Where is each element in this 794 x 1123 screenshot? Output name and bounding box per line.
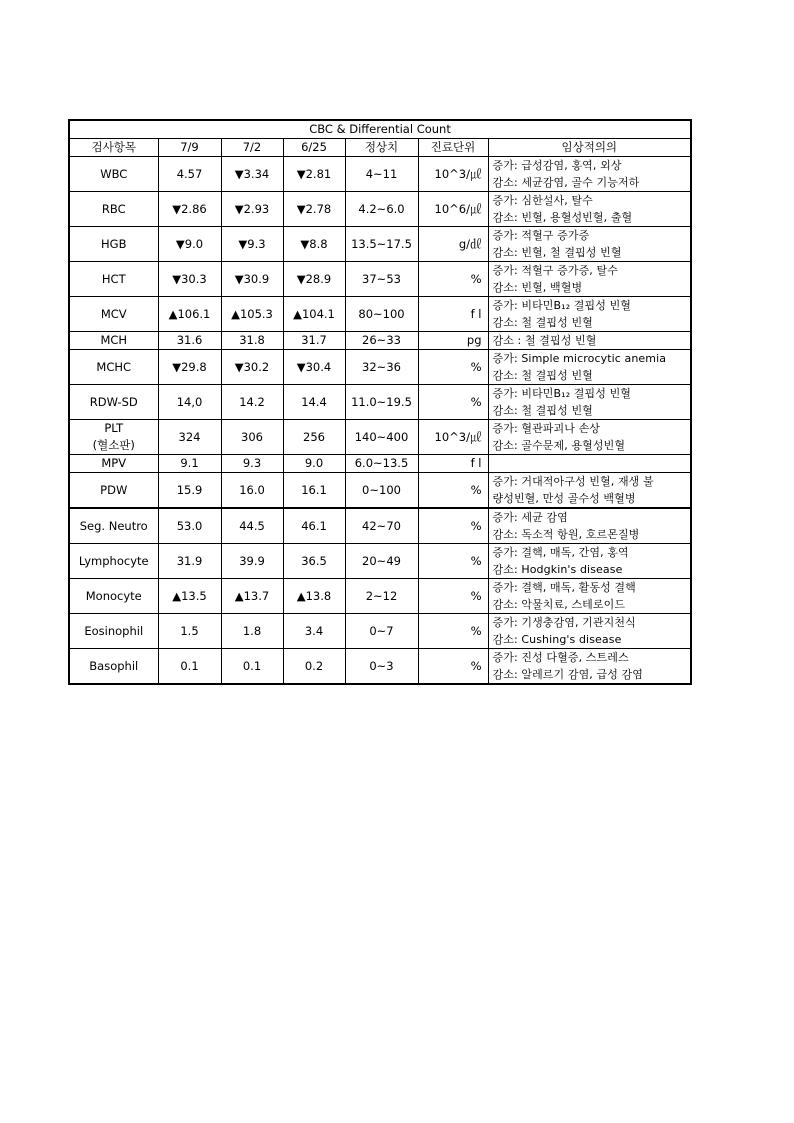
unit: g/㎗ bbox=[418, 227, 488, 262]
test-item-label: Basophil bbox=[89, 658, 139, 673]
table-row bbox=[69, 192, 691, 227]
value-7-9: 324 bbox=[158, 420, 221, 455]
test-item-label: RBC bbox=[101, 201, 126, 216]
test-item-label: Seg. Neutro bbox=[79, 518, 148, 533]
value-7-2: 39.9 bbox=[221, 544, 283, 579]
unit: 10^3/㎕ bbox=[418, 420, 488, 455]
value-7-9: 15.9 bbox=[158, 473, 221, 509]
test-item-label: PDW bbox=[100, 482, 128, 497]
value-6-25: ▼30.4 bbox=[283, 350, 345, 385]
table-row bbox=[69, 420, 691, 455]
normal-range: 0~7 bbox=[345, 614, 418, 649]
header-date-1: 7/9 bbox=[158, 139, 221, 157]
table-row bbox=[69, 649, 691, 685]
value-6-25: 46.1 bbox=[283, 508, 345, 544]
value-6-25: ▼2.78 bbox=[283, 192, 345, 227]
value-6-25: 3.4 bbox=[283, 614, 345, 649]
value-7-9: 1.5 bbox=[158, 614, 221, 649]
value-7-2: ▼30.2 bbox=[221, 350, 283, 385]
value-7-2: 0.1 bbox=[221, 649, 283, 685]
value-7-2: 1.8 bbox=[221, 614, 283, 649]
value-6-25: 9.0 bbox=[283, 455, 345, 473]
header-unit: 진료단위 bbox=[418, 139, 488, 157]
value-7-9: ▼29.8 bbox=[158, 350, 221, 385]
test-item-label: Eosinophil bbox=[84, 623, 144, 638]
significance-line: 증가: 기생충감염, 기관지천식 bbox=[492, 616, 636, 629]
value-7-9: 53.0 bbox=[158, 508, 221, 544]
table-row bbox=[69, 297, 691, 332]
normal-range: 140~400 bbox=[345, 420, 418, 455]
test-item-label: MCHC bbox=[96, 359, 132, 374]
clinical-significance bbox=[488, 262, 691, 297]
unit: % bbox=[418, 649, 488, 685]
normal-range: 20~49 bbox=[345, 544, 418, 579]
significance-line: 증가: 비타민B₁₂ 결핍성 빈혈 bbox=[492, 299, 632, 312]
significance-line: 증가: 거대적아구성 빈혈, 재생 불 bbox=[492, 475, 654, 488]
clinical-significance bbox=[488, 385, 691, 420]
test-item-label: (혈소판) bbox=[92, 438, 135, 452]
normal-range: 11.0~19.5 bbox=[345, 385, 418, 420]
test-item bbox=[69, 579, 158, 614]
test-item bbox=[69, 544, 158, 579]
unit: % bbox=[418, 579, 488, 614]
cbc-table bbox=[68, 119, 692, 685]
significance-line: 증가: 혈관파괴나 손상 bbox=[492, 422, 601, 435]
header-row bbox=[69, 139, 691, 157]
significance-line: 감소 : 철 결핍성 빈혈 bbox=[492, 334, 597, 347]
normal-range: 13.5~17.5 bbox=[345, 227, 418, 262]
significance-line: 감소: 철 결핍성 빈혈 bbox=[492, 404, 593, 417]
table-row bbox=[69, 508, 691, 544]
header-significance: 임상적의의 bbox=[488, 139, 691, 157]
test-item bbox=[69, 262, 158, 297]
value-6-25: 14.4 bbox=[283, 385, 345, 420]
clinical-significance bbox=[488, 614, 691, 649]
value-7-2: ▼2.93 bbox=[221, 192, 283, 227]
normal-range: 4.2~6.0 bbox=[345, 192, 418, 227]
significance-line: 감소: 세균감염, 골수 기능저하 bbox=[492, 176, 640, 189]
significance-line: 증가: 심한설사, 탈수 bbox=[492, 194, 593, 207]
clinical-significance bbox=[488, 420, 691, 455]
header-date-2: 7/2 bbox=[221, 139, 283, 157]
normal-range: 0~3 bbox=[345, 649, 418, 685]
normal-range: 6.0~13.5 bbox=[345, 455, 418, 473]
significance-line: 증가: 적혈구 증가증 bbox=[492, 229, 590, 242]
value-7-9: ▼30.3 bbox=[158, 262, 221, 297]
test-item bbox=[69, 157, 158, 192]
value-7-2: 16.0 bbox=[221, 473, 283, 509]
test-item bbox=[69, 227, 158, 262]
table-row bbox=[69, 157, 691, 192]
unit: % bbox=[418, 614, 488, 649]
table-row bbox=[69, 455, 691, 473]
clinical-significance bbox=[488, 473, 691, 509]
header-normal: 정상치 bbox=[345, 139, 418, 157]
table-row bbox=[69, 579, 691, 614]
significance-line: 감소: 철 결핍성 빈혈 bbox=[492, 316, 593, 329]
value-7-9: 4.57 bbox=[158, 157, 221, 192]
significance-line: 증가: 결핵, 매독, 간염, 홍역 bbox=[492, 546, 629, 559]
value-6-25: ▼28.9 bbox=[283, 262, 345, 297]
value-7-2: 31.8 bbox=[221, 332, 283, 350]
test-item bbox=[69, 192, 158, 227]
value-6-25: 0.2 bbox=[283, 649, 345, 685]
unit: % bbox=[418, 262, 488, 297]
significance-line: 감소: 독소적 항원, 호르몬질병 bbox=[492, 528, 640, 541]
value-6-25: 256 bbox=[283, 420, 345, 455]
significance-line: 감소: 빈혈, 철 결핍성 빈혈 bbox=[492, 246, 622, 259]
value-7-9: 31.9 bbox=[158, 544, 221, 579]
significance-line: 감소: 빈혈, 용혈성빈혈, 출혈 bbox=[492, 211, 633, 224]
unit: f l bbox=[418, 455, 488, 473]
test-item-label: Lymphocyte bbox=[78, 553, 149, 568]
clinical-significance bbox=[488, 579, 691, 614]
test-item-label: HGB bbox=[101, 236, 127, 251]
value-7-9: 9.1 bbox=[158, 455, 221, 473]
normal-range: 80~100 bbox=[345, 297, 418, 332]
value-7-9: 14,0 bbox=[158, 385, 221, 420]
value-7-9: 0.1 bbox=[158, 649, 221, 685]
value-7-2: ▲13.7 bbox=[221, 579, 283, 614]
unit: % bbox=[418, 508, 488, 544]
test-item bbox=[69, 297, 158, 332]
test-item bbox=[69, 455, 158, 473]
significance-line: 증가: 세균 감염 bbox=[492, 511, 568, 524]
clinical-significance bbox=[488, 455, 691, 473]
unit: f l bbox=[418, 297, 488, 332]
test-item-label: MCV bbox=[100, 306, 127, 321]
test-item bbox=[69, 420, 158, 455]
normal-range: 4~11 bbox=[345, 157, 418, 192]
table-row bbox=[69, 262, 691, 297]
value-7-2: 9.3 bbox=[221, 455, 283, 473]
unit: % bbox=[418, 544, 488, 579]
value-7-9: ▲106.1 bbox=[158, 297, 221, 332]
unit: 10^6/㎕ bbox=[418, 192, 488, 227]
unit: pg bbox=[418, 332, 488, 350]
value-7-9: ▲13.5 bbox=[158, 579, 221, 614]
test-item-label: WBC bbox=[100, 166, 128, 181]
test-item-label: MPV bbox=[101, 456, 127, 470]
clinical-significance bbox=[488, 544, 691, 579]
clinical-significance bbox=[488, 192, 691, 227]
header-date-3: 6/25 bbox=[283, 139, 345, 157]
value-7-2: 14.2 bbox=[221, 385, 283, 420]
test-item-label: Monocyte bbox=[85, 588, 142, 603]
significance-line: 증가: 비타민B₁₂ 결핍성 빈혈 bbox=[492, 387, 632, 400]
value-7-9: 31.6 bbox=[158, 332, 221, 350]
value-7-2: ▼30.9 bbox=[221, 262, 283, 297]
table-row bbox=[69, 227, 691, 262]
value-6-25: 36.5 bbox=[283, 544, 345, 579]
test-item-label: PLT bbox=[104, 421, 124, 435]
significance-line: 증가: 결핵, 매독, 활동성 결핵 bbox=[492, 581, 636, 594]
value-7-2: ▲105.3 bbox=[221, 297, 283, 332]
value-7-2: ▼3.34 bbox=[221, 157, 283, 192]
test-item bbox=[69, 332, 158, 350]
test-item bbox=[69, 385, 158, 420]
value-7-2: ▼9.3 bbox=[221, 227, 283, 262]
test-item bbox=[69, 508, 158, 544]
significance-line: 감소: Hodgkin's disease bbox=[492, 563, 623, 576]
value-6-25: 31.7 bbox=[283, 332, 345, 350]
table-row bbox=[69, 473, 691, 509]
value-7-2: 306 bbox=[221, 420, 283, 455]
significance-line: 감소: 철 결핍성 빈혈 bbox=[492, 369, 593, 382]
test-item bbox=[69, 350, 158, 385]
significance-line: 증가: 진성 다혈증, 스트레스 bbox=[492, 651, 629, 664]
significance-line: 감소: 악물치료, 스테로이드 bbox=[492, 598, 626, 611]
header-item: 검사항목 bbox=[69, 139, 158, 157]
normal-range: 42~70 bbox=[345, 508, 418, 544]
test-item-label: RDW-SD bbox=[89, 394, 138, 409]
value-6-25: ▲13.8 bbox=[283, 579, 345, 614]
value-6-25: ▲104.1 bbox=[283, 297, 345, 332]
unit: 10^3/㎕ bbox=[418, 157, 488, 192]
clinical-significance bbox=[488, 350, 691, 385]
test-item bbox=[69, 614, 158, 649]
normal-range: 32~36 bbox=[345, 350, 418, 385]
table-row bbox=[69, 350, 691, 385]
significance-line: 증가: 급성감염, 홍역, 외상 bbox=[492, 159, 622, 172]
clinical-significance bbox=[488, 157, 691, 192]
table-row bbox=[69, 332, 691, 350]
clinical-significance bbox=[488, 508, 691, 544]
clinical-significance bbox=[488, 227, 691, 262]
significance-line: 감소: 알레르기 감염, 급성 감염 bbox=[492, 668, 643, 681]
normal-range: 37~53 bbox=[345, 262, 418, 297]
test-item-label: MCH bbox=[100, 333, 128, 347]
significance-line: 감소: Cushing's disease bbox=[492, 633, 622, 646]
unit: % bbox=[418, 350, 488, 385]
unit: % bbox=[418, 473, 488, 509]
value-7-2: 44.5 bbox=[221, 508, 283, 544]
unit: % bbox=[418, 385, 488, 420]
test-item-label: HCT bbox=[101, 271, 126, 286]
significance-line: 증가: Simple microcytic anemia bbox=[492, 352, 667, 365]
clinical-significance bbox=[488, 332, 691, 350]
normal-range: 26~33 bbox=[345, 332, 418, 350]
table-row bbox=[69, 385, 691, 420]
normal-range: 2~12 bbox=[345, 579, 418, 614]
normal-range: 0~100 bbox=[345, 473, 418, 509]
table-row bbox=[69, 614, 691, 649]
significance-line: 감소: 빈혈, 백혈병 bbox=[492, 281, 583, 294]
value-6-25: ▼2.81 bbox=[283, 157, 345, 192]
value-6-25: ▼8.8 bbox=[283, 227, 345, 262]
value-7-9: ▼2.86 bbox=[158, 192, 221, 227]
table-title: CBC & Differential Count bbox=[69, 120, 691, 139]
test-item bbox=[69, 649, 158, 685]
test-item bbox=[69, 473, 158, 509]
value-6-25: 16.1 bbox=[283, 473, 345, 509]
significance-line: 량성빈혈, 만성 골수성 백혈병 bbox=[492, 492, 636, 505]
clinical-significance bbox=[488, 649, 691, 685]
significance-line: 증가: 적혈구 증가증, 탈수 bbox=[492, 264, 618, 277]
table-row bbox=[69, 544, 691, 579]
table-body bbox=[69, 120, 691, 684]
clinical-significance bbox=[488, 297, 691, 332]
value-7-9: ▼9.0 bbox=[158, 227, 221, 262]
significance-line: 감소: 골수문제, 용혈성빈혈 bbox=[492, 439, 626, 452]
